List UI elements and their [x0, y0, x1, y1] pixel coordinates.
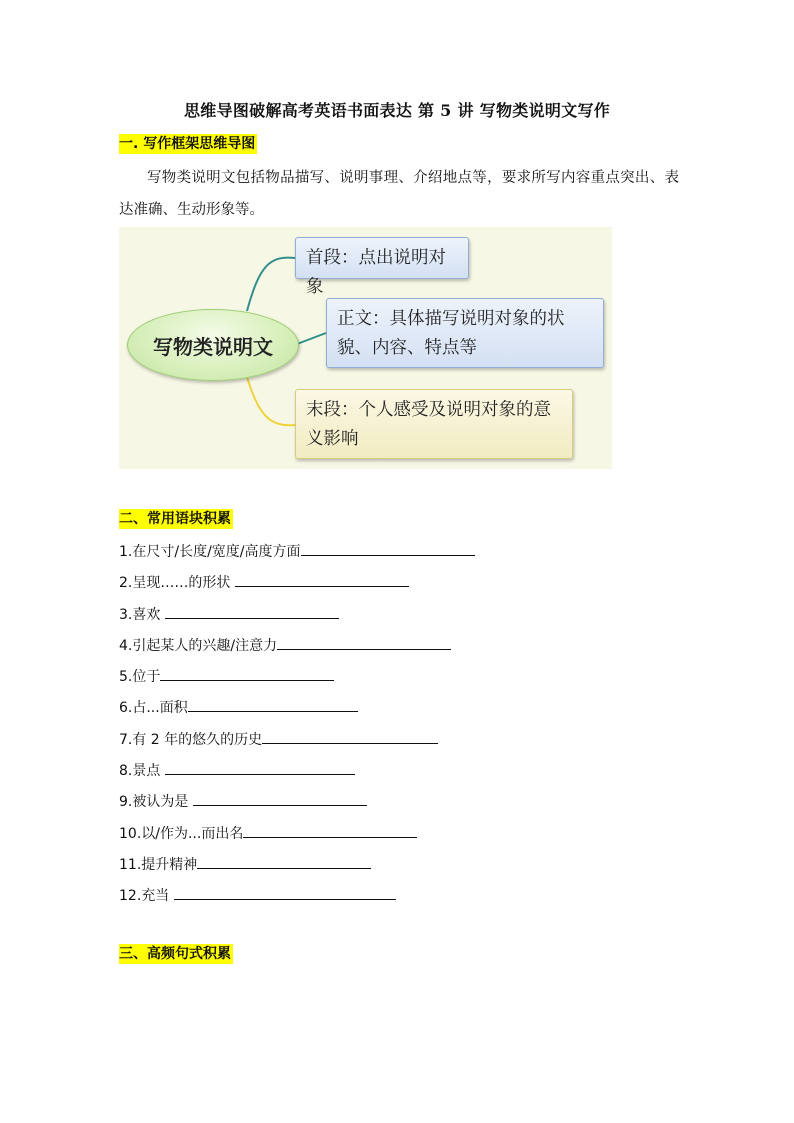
phrase-label: 11.提升精神	[119, 856, 198, 873]
section-heading-phrases: 二、常用语块积累	[119, 511, 231, 527]
phrase-label: 12.充当	[119, 888, 174, 905]
answer-blank[interactable]	[235, 572, 409, 587]
mind-map-branch-body: 正文：具体描写说明对象的状貌、内容、特点等	[326, 298, 604, 368]
phrase-list	[119, 541, 475, 917]
list-item	[119, 604, 475, 635]
phrase-label: 7.有 2 年的悠久的历史	[119, 731, 263, 748]
phrase-label: 9.被认为是	[119, 794, 193, 811]
phrase-label: 5.位于	[119, 669, 161, 686]
answer-blank[interactable]	[301, 541, 475, 556]
mind-map-center-node: 写物类说明文	[127, 309, 299, 381]
phrase-label: 8.景点	[119, 763, 165, 780]
answer-blank[interactable]	[193, 791, 367, 806]
connector-top	[247, 258, 295, 311]
phrase-label: 2.呈现……的形状	[119, 575, 235, 592]
intro-paragraph: 写物类说明文包括物品描写、说明事理、介绍地点等，要求所写内容重点突出、表达准确、生动形象等。	[119, 170, 679, 218]
phrase-label: 3.喜欢	[119, 606, 165, 623]
list-item	[119, 760, 475, 791]
section-heading-mindmap: 一. 写作框架思维导图	[119, 136, 256, 152]
phrase-label: 1.在尺寸/长度/宽度/高度方面	[119, 544, 301, 560]
phrase-label: 10.以/作为...而出名	[119, 825, 244, 842]
connector-bottom	[247, 377, 295, 425]
mind-map	[119, 227, 612, 469]
list-item	[119, 697, 475, 728]
list-item	[119, 729, 475, 760]
answer-blank[interactable]	[277, 635, 451, 650]
answer-blank[interactable]	[262, 729, 438, 744]
list-item	[119, 854, 475, 885]
list-item	[119, 541, 475, 572]
connector-middle	[297, 333, 326, 344]
answer-blank[interactable]	[165, 604, 339, 619]
mind-map-branch-opening: 首段：点出说明对象	[295, 237, 469, 279]
page-title: 思维导图破解高考英语书面表达 第 5 讲 写物类说明文写作	[183, 101, 611, 120]
list-item	[119, 885, 475, 916]
phrase-label: 6.占...面积	[119, 700, 188, 717]
list-item	[119, 666, 475, 697]
list-item	[119, 823, 475, 854]
answer-blank[interactable]	[188, 697, 358, 712]
list-item	[119, 572, 475, 603]
answer-blank[interactable]	[243, 823, 417, 838]
section-heading-sentences: 三、高频句式积累	[119, 946, 231, 962]
list-item	[119, 791, 475, 822]
mind-map-branch-ending: 末段：个人感受及说明对象的意义影响	[295, 389, 573, 459]
list-item	[119, 635, 475, 666]
phrase-label: 4.引起某人的兴趣/注意力	[119, 637, 278, 654]
answer-blank[interactable]	[165, 760, 355, 775]
answer-blank[interactable]	[174, 885, 396, 900]
answer-blank[interactable]	[197, 854, 371, 869]
answer-blank[interactable]	[160, 666, 334, 681]
